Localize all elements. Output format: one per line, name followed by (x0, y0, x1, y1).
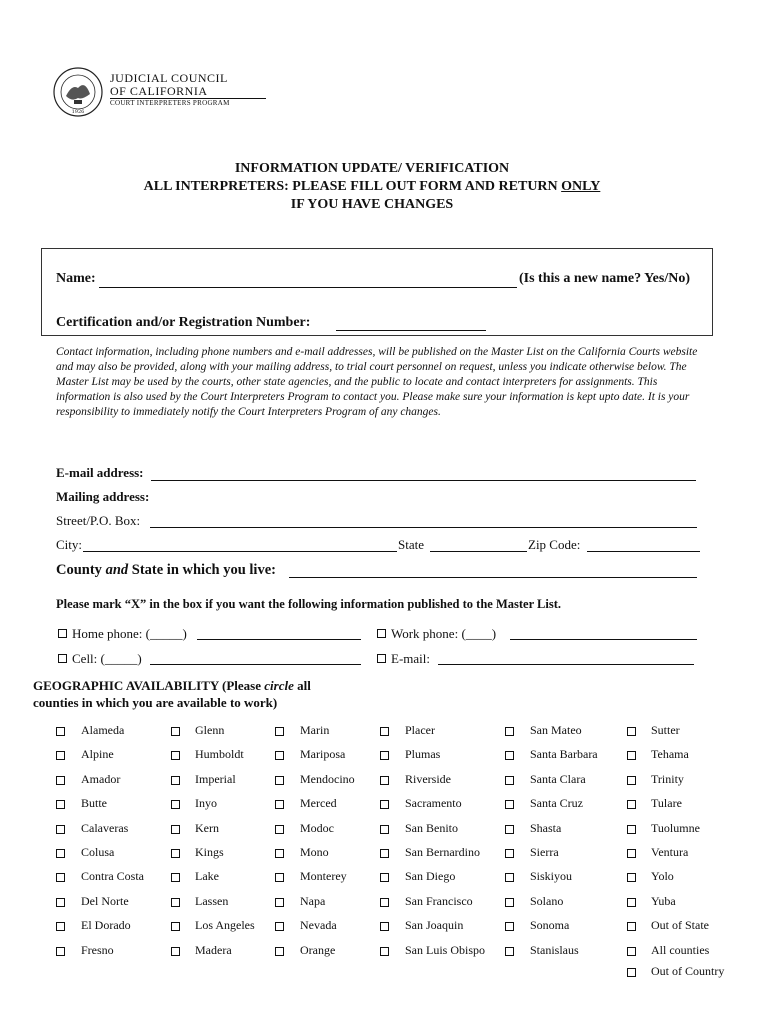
name-field[interactable] (99, 270, 517, 288)
county-checkbox-ventura[interactable] (627, 849, 636, 858)
county-checkbox-yolo[interactable] (627, 873, 636, 882)
county-label-del-norte: Del Norte (81, 893, 129, 908)
county-label-santa-barbara: Santa Barbara (530, 747, 598, 762)
county-label-riverside: Riverside (405, 771, 451, 786)
county-checkbox-san-francisco[interactable] (380, 898, 389, 907)
county-checkbox-napa[interactable] (275, 898, 284, 907)
county-checkbox-mono[interactable] (275, 849, 284, 858)
county-label-plumas: Plumas (405, 747, 441, 762)
county-checkbox-nevada[interactable] (275, 922, 284, 931)
publish-email-option: E-mail: (377, 651, 430, 667)
county-checkbox-orange[interactable] (275, 947, 284, 956)
county-checkbox-madera[interactable] (171, 947, 180, 956)
county-label-inyo: Inyo (195, 796, 217, 811)
publish-email-checkbox[interactable] (377, 654, 386, 663)
county-label-fresno: Fresno (81, 942, 114, 957)
street-field[interactable] (150, 512, 697, 528)
county-checkbox-monterey[interactable] (275, 873, 284, 882)
zip-label: Zip Code: (528, 537, 581, 552)
county-checkbox-tehama[interactable] (627, 751, 636, 760)
geo-heading-line2: counties in which you are available to work) (33, 695, 278, 710)
county-checkbox-santa-clara[interactable] (505, 776, 514, 785)
county-checkbox-alpine[interactable] (56, 751, 65, 760)
geo-heading-line1: GEOGRAPHIC AVAILABILITY (Please circle all (33, 678, 311, 693)
county-label-shasta: Shasta (530, 820, 562, 835)
county-label-madera: Madera (195, 942, 232, 957)
county-label-san-mateo: San Mateo (530, 723, 582, 737)
county-checkbox-fresno[interactable] (56, 947, 65, 956)
county-label-imperial: Imperial (195, 771, 236, 786)
county-checkbox-amador[interactable] (56, 776, 65, 785)
new-name-question: (Is this a new name? Yes/No) (519, 271, 690, 286)
county-label-out-of-state: Out of State (651, 918, 709, 933)
county-checkbox-san-diego[interactable] (380, 873, 389, 882)
county-label-los-angeles: Los Angeles (195, 918, 255, 933)
county-label-sacramento: Sacramento (405, 796, 462, 811)
county-checkbox-shasta[interactable] (505, 825, 514, 834)
county-label-glenn: Glenn (195, 723, 225, 737)
county-label-amador: Amador (81, 771, 121, 786)
zip-field[interactable] (587, 536, 700, 552)
home-phone-checkbox[interactable] (58, 629, 67, 638)
form-title-line1: INFORMATION UPDATE/ VERIFICATION (234, 161, 510, 176)
county-label-all-counties: All counties (651, 942, 710, 957)
county-checkbox-marin[interactable] (275, 727, 284, 736)
county-checkbox-san-luis-obispo[interactable] (380, 947, 389, 956)
county-checkbox-butte[interactable] (56, 800, 65, 809)
work-phone-checkbox[interactable] (377, 629, 386, 638)
county-checkbox-san-joaquin[interactable] (380, 922, 389, 931)
county-label-santa-cruz: Santa Cruz (530, 796, 583, 811)
county-label-kern: Kern (195, 820, 219, 835)
county-label-san-joaquin: San Joaquin (405, 918, 464, 933)
county-checkbox-glenn[interactable] (171, 727, 180, 736)
county-label-napa: Napa (300, 893, 326, 908)
publish-work-phone-option: Work phone: (____) (377, 626, 496, 642)
county-checkbox-los-angeles[interactable] (171, 922, 180, 931)
county-checkbox-riverside[interactable] (380, 776, 389, 785)
county-checkbox-calaveras[interactable] (56, 825, 65, 834)
cert-number-field[interactable] (336, 314, 486, 331)
county-checkbox-out-of-country[interactable] (627, 968, 636, 977)
county-checkbox-mariposa[interactable] (275, 751, 284, 760)
county-state-label: County and State in which you live: (56, 562, 276, 578)
county-label-ventura: Ventura (651, 845, 689, 859)
county-label-merced: Merced (300, 796, 337, 811)
county-label-butte: Butte (81, 796, 107, 811)
city-label: City: (56, 537, 83, 552)
email-label: E-mail address: (56, 465, 144, 480)
county-checkbox-del-norte[interactable] (56, 898, 65, 907)
county-checkbox-san-benito[interactable] (380, 825, 389, 834)
county-checkbox-tuolumne[interactable] (627, 825, 636, 834)
county-checkbox-contra-costa[interactable] (56, 873, 65, 882)
county-checkbox-out-of-state[interactable] (627, 922, 636, 931)
county-checkbox-santa-barbara[interactable] (505, 751, 514, 760)
county-label-yolo: Yolo (651, 869, 674, 884)
county-label-sutter: Sutter (651, 723, 680, 737)
county-label-tuolumne: Tuolumne (651, 820, 700, 835)
county-label-lake: Lake (195, 869, 219, 884)
org-name-line1: JUDICIAL COUNCIL (110, 71, 228, 85)
county-checkbox-san-mateo[interactable] (505, 727, 514, 736)
name-label: Name: (56, 271, 96, 286)
county-checkbox-siskiyou[interactable] (505, 873, 514, 882)
county-checkbox-sacramento[interactable] (380, 800, 389, 809)
cert-label: Certification and/or Registration Number: (56, 315, 311, 330)
county-label-marin: Marin (300, 723, 330, 737)
county-label-out-of-country: Out of Country (651, 964, 725, 978)
state-field[interactable] (430, 536, 527, 552)
street-label: Street/P.O. Box: (56, 513, 141, 528)
county-label-el-dorado: El Dorado (81, 918, 131, 933)
county-checkbox-solano[interactable] (505, 898, 514, 907)
county-label-stanislaus: Stanislaus (530, 942, 579, 957)
state-label: State (398, 537, 424, 552)
publish-home-phone-option: Home phone: (_____) (58, 626, 187, 642)
county-label-alameda: Alameda (81, 723, 125, 737)
publish-cell-option: Cell: (_____) (58, 651, 142, 667)
county-checkbox-plumas[interactable] (380, 751, 389, 760)
county-label-lassen: Lassen (195, 893, 229, 908)
county-label-orange: Orange (300, 942, 336, 957)
county-label-kings: Kings (195, 845, 224, 859)
county-checkbox-sonoma[interactable] (505, 922, 514, 931)
county-checkbox-yuba[interactable] (627, 898, 636, 907)
county-checkbox-colusa[interactable] (56, 849, 65, 858)
county-label-san-benito: San Benito (405, 820, 458, 835)
county-label-calaveras: Calaveras (81, 820, 129, 835)
county-checkbox-santa-cruz[interactable] (505, 800, 514, 809)
county-checkbox-alameda[interactable] (56, 727, 65, 736)
judicial-council-seal (52, 66, 104, 118)
county-checkbox-san-bernardino[interactable] (380, 849, 389, 858)
county-checkbox-lassen[interactable] (171, 898, 180, 907)
org-program: COURT INTERPRETERS PROGRAM (110, 99, 230, 107)
home-phone-field[interactable] (197, 625, 361, 640)
county-label-alpine: Alpine (81, 747, 114, 762)
county-state-field[interactable] (289, 561, 697, 578)
county-label-trinity: Trinity (651, 771, 684, 786)
publish-email-field[interactable] (438, 650, 694, 665)
county-checkbox-modoc[interactable] (275, 825, 284, 834)
county-label-tulare: Tulare (651, 796, 682, 811)
county-label-mono: Mono (300, 845, 329, 859)
county-label-nevada: Nevada (300, 918, 337, 933)
county-label-mariposa: Mariposa (300, 747, 346, 762)
county-checkbox-el-dorado[interactable] (56, 922, 65, 931)
county-checkbox-lake[interactable] (171, 873, 180, 882)
county-checkbox-mendocino[interactable] (275, 776, 284, 785)
county-checkbox-trinity[interactable] (627, 776, 636, 785)
county-checkbox-all-counties[interactable] (627, 947, 636, 956)
privacy-notice: Contact information, including phone numbers and e-mail addresses, will be published on the Master List on the California Courts website and may also be provided, along with your mailing address, to trial court personnel on request, unless you indicate otherwise below. The Master List may be used by the courts, other state agencies, and the public to locate and contact interpreters for assignments. This information is also used by the Court Interpreters Program to contact you. Please make sure your information is kept upto date. It is your responsibility to immediately notify the Court Interpreters Program of any changes. (56, 346, 698, 418)
form-title-line2: ALL INTERPRETERS: PLEASE FILL OUT FORM AND RETURN ONLY (143, 179, 601, 194)
svg-text:1926: 1926 (71, 109, 85, 115)
county-label-solano: Solano (530, 893, 564, 908)
county-label-monterey: Monterey (300, 869, 347, 884)
county-label-santa-clara: Santa Clara (530, 771, 586, 786)
publish-instruction: Please mark “X” in the box if you want the following information published to the Master List. (56, 597, 561, 611)
county-checkbox-kings[interactable] (171, 849, 180, 858)
county-label-colusa: Colusa (81, 845, 115, 859)
county-label-sonoma: Sonoma (530, 918, 570, 933)
county-label-san-bernardino: San Bernardino (405, 845, 480, 859)
work-phone-field[interactable] (510, 625, 697, 640)
mailing-address-label: Mailing address: (56, 489, 150, 504)
county-label-modoc: Modoc (300, 820, 334, 835)
county-label-san-luis-obispo: San Luis Obispo (405, 942, 486, 957)
county-checkbox-stanislaus[interactable] (505, 947, 514, 956)
county-checkbox-tulare[interactable] (627, 800, 636, 809)
county-label-san-francisco: San Francisco (405, 893, 473, 908)
county-checkbox-merced[interactable] (275, 800, 284, 809)
county-checkbox-sierra[interactable] (505, 849, 514, 858)
county-label-siskiyou: Siskiyou (530, 869, 573, 884)
cell-field[interactable] (150, 650, 361, 665)
cell-checkbox[interactable] (58, 654, 67, 663)
county-label-humboldt: Humboldt (195, 747, 244, 762)
county-label-mendocino: Mendocino (300, 771, 355, 786)
county-label-sierra: Sierra (530, 845, 559, 859)
county-label-contra-costa: Contra Costa (81, 869, 144, 884)
county-checkbox-humboldt[interactable] (171, 751, 180, 760)
county-checkbox-placer[interactable] (380, 727, 389, 736)
form-title-line3: IF YOU HAVE CHANGES (290, 197, 454, 212)
county-checkbox-inyo[interactable] (171, 800, 180, 809)
county-checkbox-kern[interactable] (171, 825, 180, 834)
county-label-san-diego: San Diego (405, 869, 456, 884)
email-field[interactable] (151, 465, 696, 481)
county-label-placer: Placer (405, 723, 435, 737)
county-checkbox-sutter[interactable] (627, 727, 636, 736)
city-field[interactable] (83, 536, 397, 552)
county-label-tehama: Tehama (651, 747, 689, 762)
county-label-yuba: Yuba (651, 893, 676, 908)
county-checkbox-imperial[interactable] (171, 776, 180, 785)
org-name-line2: OF CALIFORNIA (110, 84, 208, 98)
